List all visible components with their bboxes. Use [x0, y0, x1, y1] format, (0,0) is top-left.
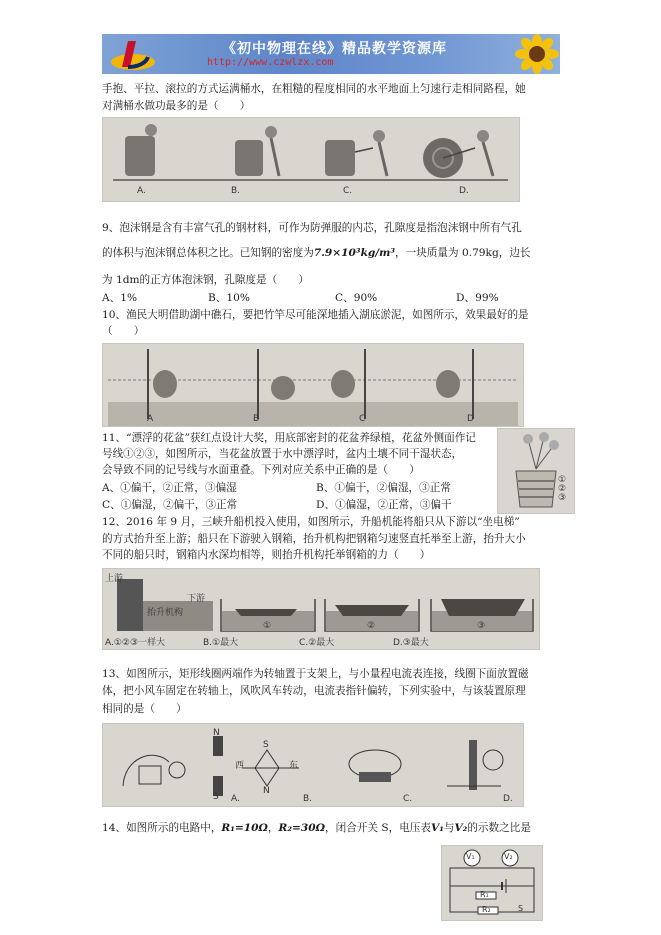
q10-label-a: A [147, 414, 154, 424]
q13-line2: 体，把小风车固定在转轴上，风吹风车转动，电流表指针偏转，下列实验中，与该装置原理 [102, 685, 526, 697]
q12-line2: 的方式抬升至上游；船只在下游驶入钢箱，抬升机构把钢箱匀速竖直托举至上游，抬升大小 [102, 533, 526, 545]
q14-v1: V₁ [430, 822, 444, 834]
q9-line2-tail: ，一块质量为 0.79kg，边长 [395, 247, 531, 259]
q12-figure-option-c: C.②最大 [299, 638, 335, 648]
header-banner [102, 34, 560, 74]
q11-line1: 11、“漂浮的花盆”获红点设计大奖，用底部密封的花盆养绿植，花盆外侧面作记 [102, 432, 476, 444]
q8-figure [102, 117, 520, 202]
sunflower-icon [514, 34, 560, 74]
q14-fig-switch: S [518, 904, 524, 913]
q13-compass-n-top: N [213, 728, 220, 738]
q12-figure-option-a: A.①②③一样大 [105, 638, 166, 648]
q14-r1: R₁=10Ω [221, 822, 268, 834]
q14-circuit-figure [441, 845, 543, 921]
q13-needle-s: S [263, 740, 269, 750]
q13-line1: 13、如图所示，矩形线圈两端作为转轴置于支架上，与小量程电流表连接，线圈下面放置磁 [102, 668, 529, 680]
q11-option-a: A、①偏干，②正常，③偏湿 [102, 482, 237, 494]
q12-figure [102, 568, 540, 650]
logo-icon [108, 37, 158, 71]
q9-option-a: A、1% [102, 292, 138, 304]
q12-downstream-label: 下游 [187, 594, 206, 604]
q12-ship-2-label: ② [367, 621, 376, 631]
q14-r2: R₂=30Ω [278, 822, 326, 834]
q11-figure [497, 428, 575, 514]
q11-mark-3: ③ [558, 493, 567, 503]
q13-figure [102, 723, 524, 807]
q12-lift-mechanism-label: 抬升机构 [147, 608, 184, 618]
q12-line3: 不同的船只时，钢箱内水深均相等，则抬升机构托举钢箱的力（ ） [102, 549, 431, 561]
q11-option-d: D、①偏湿，②正常，③偏干 [316, 499, 452, 511]
q13-compass-east: 东 [289, 761, 299, 771]
q11-mark-2: ② [558, 484, 567, 494]
q9-line2 [102, 245, 531, 262]
q8-line2: 对满桶水做功最多的是（ ） [102, 100, 251, 112]
q9-option-c: C、90% [335, 292, 378, 304]
q14-v2: V₂ [454, 822, 468, 834]
q12-ship-1-label: ① [263, 621, 272, 631]
q9-density: 7.9×10³kg/m³ [313, 247, 396, 259]
q13-label-a: A. [231, 794, 240, 804]
q14-fig-r2: R₂ [482, 905, 491, 914]
q9-line1: 9、泡沫钢是含有丰富气孔的钢材料，可作为防弹服的内芯，孔隙度是指泡沫钢中所有气孔 [102, 222, 522, 234]
q14-sep: ， [267, 822, 279, 834]
q11-option-b: B、①偏干，②偏湿，③正常 [316, 482, 451, 494]
q10-label-b: B [253, 414, 260, 424]
q12-figure-option-b: B.①最大 [203, 638, 239, 648]
q11-mark-1: ① [558, 475, 567, 485]
q8-label-c: C. [343, 186, 353, 196]
q13-line3: 相同的是（ ） [102, 703, 187, 715]
q10-figure [102, 343, 524, 427]
q8-label-b: B. [231, 186, 241, 196]
q13-label-c: C. [403, 794, 413, 804]
q13-compass-s-bottom: S [213, 792, 219, 802]
q12-figure-option-d: D.③最大 [393, 638, 429, 648]
q13-label-b: B. [303, 794, 313, 804]
banner-title: 《初中物理在线》精品教学资源库 [222, 41, 447, 57]
q9-line2-head: 的体积与泡沫钢总体积之比。已知钢的密度为 [102, 247, 314, 259]
q14-mid: ，闭合开关 S，电压表 [325, 822, 431, 834]
q14-fig-v2: V₂ [504, 852, 513, 861]
q10-label-c: C [359, 414, 366, 424]
q11-line2: 号线①②③，如图所示，当花盆放置于水中漂浮时，盆内土壤不同干湿状态， [102, 448, 463, 460]
q8-label-a: A. [137, 186, 146, 196]
banner-url[interactable]: http://www.czwlzx.com [207, 57, 334, 68]
q9-option-d: D、99% [456, 292, 499, 304]
q13-label-d: D. [503, 794, 513, 804]
q9-line3: 为 1dm的正方体泡沫钢，孔隙度是（ ） [102, 274, 310, 286]
q12-ship-3-label: ③ [477, 621, 486, 631]
q12-line1: 12、2016 年 9 月，三峡升船机投入使用，如图所示，升船机能将船只从下游以“坐电梯” [102, 516, 520, 528]
q12-upstream-label: 上游 [105, 574, 124, 584]
q14-line1 [102, 820, 531, 837]
q8-label-d: D. [459, 186, 469, 196]
q9-option-b: B、10% [208, 292, 250, 304]
q14-fig-r1: R₁ [480, 890, 489, 899]
q10-line2: （ ） [102, 325, 145, 337]
q14-fig-v1: V₁ [466, 852, 475, 861]
q14-tail: 的示数之比是 [467, 822, 531, 834]
q8-line1: 手抱、平拉、滚拉的方式运满桶水，在粗糙的程度相同的水平地面上匀速行走相同路程，她 [102, 83, 526, 95]
q13-needle-n: N [263, 786, 270, 796]
q10-label-d: D [467, 414, 474, 424]
q14-mid2: 与 [443, 822, 455, 834]
q10-line1: 10、渔民大明借助湖中礁石，要把竹竿尽可能深地插入湖底淤泥，如图所示，效果最好的是 [102, 309, 529, 321]
q11-line3: 会导致不同的记号线与水面重叠。下列对应关系中正确的是（ ） [102, 464, 420, 476]
q11-option-c: C、①偏湿，②偏干，③正常 [102, 499, 238, 511]
q13-compass-west: 西 [235, 761, 245, 771]
q14-head: 14、如图所示的电路中， [102, 822, 222, 834]
